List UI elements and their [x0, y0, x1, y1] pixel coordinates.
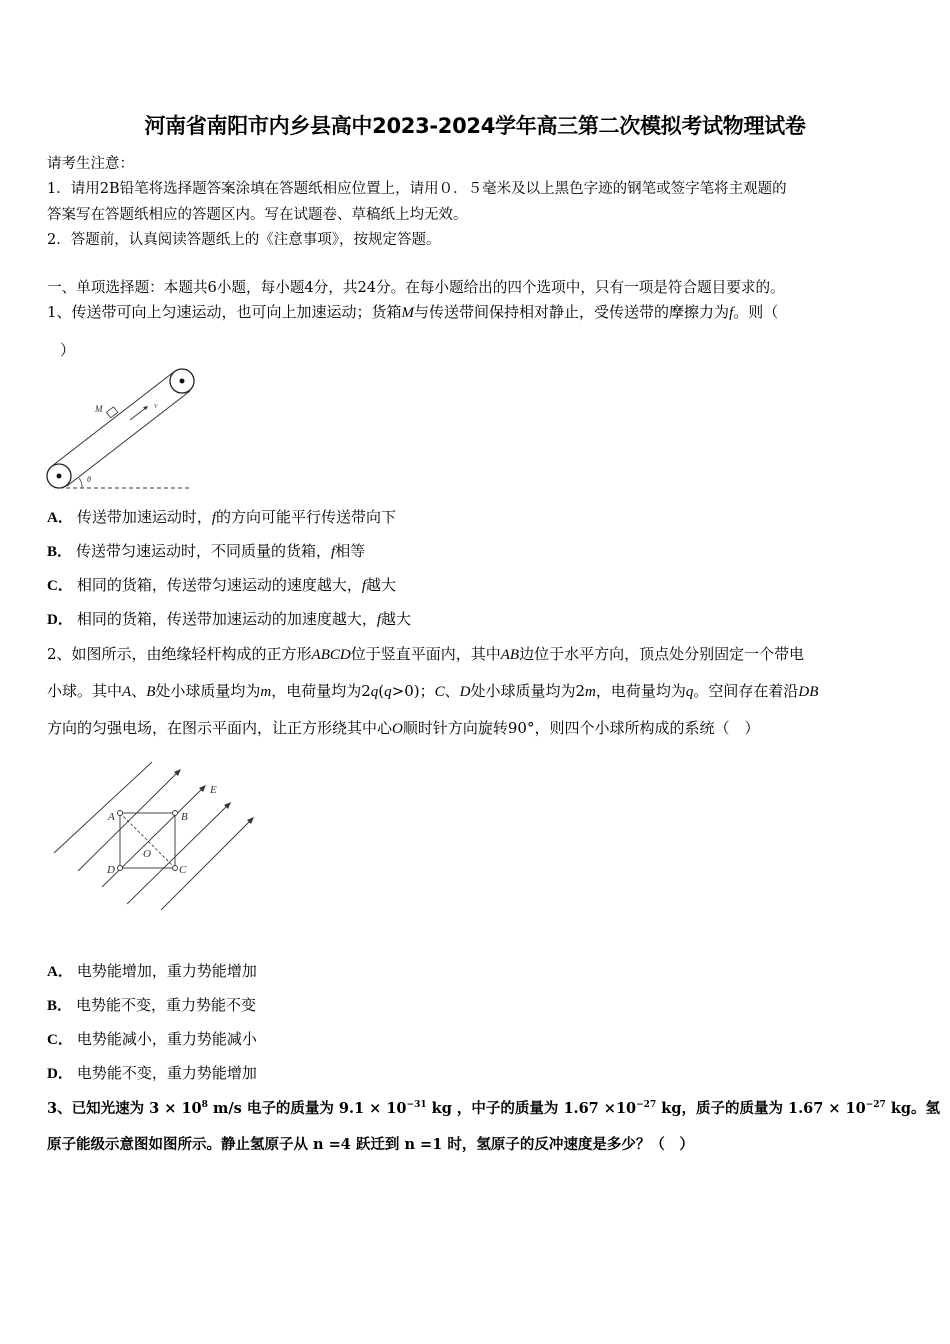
q1-option-b[interactable] — [47, 540, 365, 561]
q2-option-a-text: 电势能增加，重力势能增加 — [76, 962, 257, 980]
q1-option-c-letter: C． — [47, 578, 73, 594]
q1-conveyor-figure — [40, 362, 260, 497]
q1-figure-label-M: M — [95, 404, 103, 414]
q2-figure-label-C: C — [179, 864, 187, 876]
q1-stem-close: ） — [60, 341, 76, 359]
q3-exponent: −27 — [865, 1100, 886, 1110]
q2-figure-label-E: E — [210, 784, 217, 796]
q2-text: 2、如图所示，由绝缘轻杆构成的正方形 — [47, 645, 312, 663]
q3-text: kg，质子的质量为 1.67 × 10 — [656, 1100, 866, 1117]
q1-var-f: f — [729, 305, 734, 321]
q2-figure-label-D: D — [107, 864, 115, 876]
q3-stem-line-1 — [47, 1097, 940, 1118]
q3-stem-line-2: 原子能级示意图如图所示。静止氢原子从 n =4 跃迁到 n =1 时，氢原子的反冲速度是多少？（ ） — [47, 1136, 694, 1153]
q2-text: >0)； — [391, 682, 435, 700]
q1-option-d-letter: D． — [47, 612, 73, 628]
q3-exponent: −27 — [636, 1100, 657, 1110]
q2-option-c[interactable] — [47, 1028, 257, 1049]
q2-var: m — [260, 684, 272, 700]
q2-option-d[interactable] — [47, 1062, 257, 1083]
q1-figure-label-v: v — [154, 401, 158, 410]
q1-option-d-text-post: 越大 — [381, 610, 412, 628]
q1-stem-text-b: 与传送带间保持相对静止，受传送带的摩擦力为 — [414, 303, 730, 321]
q1-option-b-var: f — [331, 544, 336, 560]
q2-figure-label-B: B — [181, 811, 188, 823]
q1-option-a[interactable] — [47, 506, 396, 527]
q1-stem-text-c: 。则（ — [733, 303, 779, 321]
q2-option-a[interactable] — [47, 960, 257, 981]
q2-var: D — [459, 684, 471, 700]
q1-option-d-text: 相同的货箱，传送带加速运动的加速度越大， — [76, 610, 377, 628]
q2-var: m — [585, 684, 596, 700]
q2-figure-label-O: O — [143, 848, 151, 860]
q2-var: ABCD — [311, 647, 351, 663]
q2-text: 。空间存在着沿 — [693, 682, 799, 700]
q2-var: A — [122, 684, 132, 700]
q2-stem-line-2 — [47, 680, 818, 701]
q2-text: 方向的匀强电场，在图示平面内，让正方形绕其中心 — [47, 719, 393, 737]
q1-option-a-text-post: 的方向可能平行传送带向下 — [216, 508, 397, 526]
q1-option-c-text: 相同的货箱，传送带匀速运动的速度越大， — [76, 576, 362, 594]
q1-option-b-text-post: 相等 — [335, 542, 366, 560]
q2-var: C — [434, 684, 445, 700]
q1-option-b-text: 传送带匀速运动时，不同质量的货箱， — [76, 542, 332, 560]
q2-option-c-text: 电势能减小，重力势能减小 — [76, 1030, 257, 1048]
notice-item-1-line-2: 答案写在答题纸相应的答题区内。写在试题卷、草稿纸上均无效。 — [47, 207, 468, 223]
q2-var: q — [370, 684, 379, 700]
q2-text: ( — [378, 682, 385, 700]
q2-option-c-letter: C． — [47, 1032, 73, 1048]
q2-option-b-text: 电势能不变，重力势能不变 — [76, 996, 257, 1014]
q1-stem-text-a: 1、传送带可向上匀速运动，也可向上加速运动；货箱 — [47, 303, 402, 321]
q1-option-c[interactable] — [47, 574, 396, 595]
q1-option-a-letter: A． — [47, 510, 73, 526]
q2-field-figure — [40, 760, 280, 910]
q2-text: 小球。其中 — [47, 682, 123, 700]
notice-item-1-line-1: 1．请用2B铅笔将选择题答案涂填在答题纸相应位置上，请用０．５毫米及以上黑色字迹的钢笔或签字笔将主观题的 — [47, 181, 787, 197]
q1-option-d-var: f — [376, 612, 382, 628]
notice-item-2: 2．答题前，认真阅读答题纸上的《注意事项》，按规定答题。 — [47, 232, 441, 248]
q2-stem-line-3 — [47, 717, 759, 738]
q2-text: 、 — [131, 682, 147, 700]
section-heading: 一、单项选择题：本题共6小题，每小题4分，共24分。在每小题给出的四个选项中，只有一项是符合题目要求的。 — [47, 279, 785, 296]
q2-var: AB — [500, 647, 520, 663]
q1-figure-label-theta: θ — [87, 475, 91, 484]
q1-option-d[interactable] — [47, 608, 411, 629]
notice-heading: 请考生注意： — [47, 156, 134, 172]
q2-var: O — [392, 721, 403, 737]
q1-option-c-var: f — [361, 578, 367, 594]
q1-stem — [47, 301, 778, 322]
q2-text: ，电荷量均为 — [595, 682, 686, 700]
q2-var: q — [685, 684, 694, 700]
q2-text: 边位于水平方向，顶点处分别固定一个带电 — [519, 645, 805, 663]
q2-text: 处小球质量均为 — [155, 682, 261, 700]
q2-option-a-letter: A． — [47, 964, 73, 980]
q2-text: 顺时针方向旋转90°，则四个小球所构成的系统（ ） — [402, 719, 760, 737]
q1-option-c-text-post: 越大 — [366, 576, 397, 594]
q3-text: m/s 电子的质量为 9.1 × 10 — [207, 1100, 407, 1117]
q2-option-d-text: 电势能不变，重力势能增加 — [76, 1064, 257, 1082]
q2-option-b[interactable] — [47, 994, 256, 1015]
q3-text: kg。氢 — [885, 1100, 941, 1117]
q2-figure-label-A: A — [108, 811, 115, 823]
q2-option-d-letter: D． — [47, 1066, 73, 1082]
q2-var: B — [146, 684, 156, 700]
q2-text: ，电荷量均为2 — [271, 682, 371, 700]
q1-option-b-letter: B． — [47, 544, 73, 560]
q3-exponent: 8 — [201, 1100, 208, 1110]
page-title: 河南省南阳市内乡县高中2023-2024学年高三第二次模拟考试物理试卷 — [144, 114, 806, 138]
q2-stem-line-1 — [47, 643, 804, 664]
q2-text: 、 — [444, 682, 460, 700]
q2-var: q — [384, 684, 392, 700]
q2-text: 处小球质量均为2 — [470, 682, 586, 700]
q2-var: DB — [798, 684, 819, 700]
q2-option-b-letter: B． — [47, 998, 73, 1014]
q1-var-M: M — [401, 305, 415, 321]
q1-option-a-var: f — [211, 510, 217, 526]
q3-text: kg ，中子的质量为 1.67 ×10 — [426, 1100, 637, 1117]
q3-exponent: −31 — [406, 1100, 427, 1110]
q1-option-a-text: 传送带加速运动时， — [76, 508, 212, 526]
q3-text: 3、已知光速为 3 × 10 — [47, 1100, 202, 1117]
q2-text: 位于竖直平面内，其中 — [350, 645, 501, 663]
